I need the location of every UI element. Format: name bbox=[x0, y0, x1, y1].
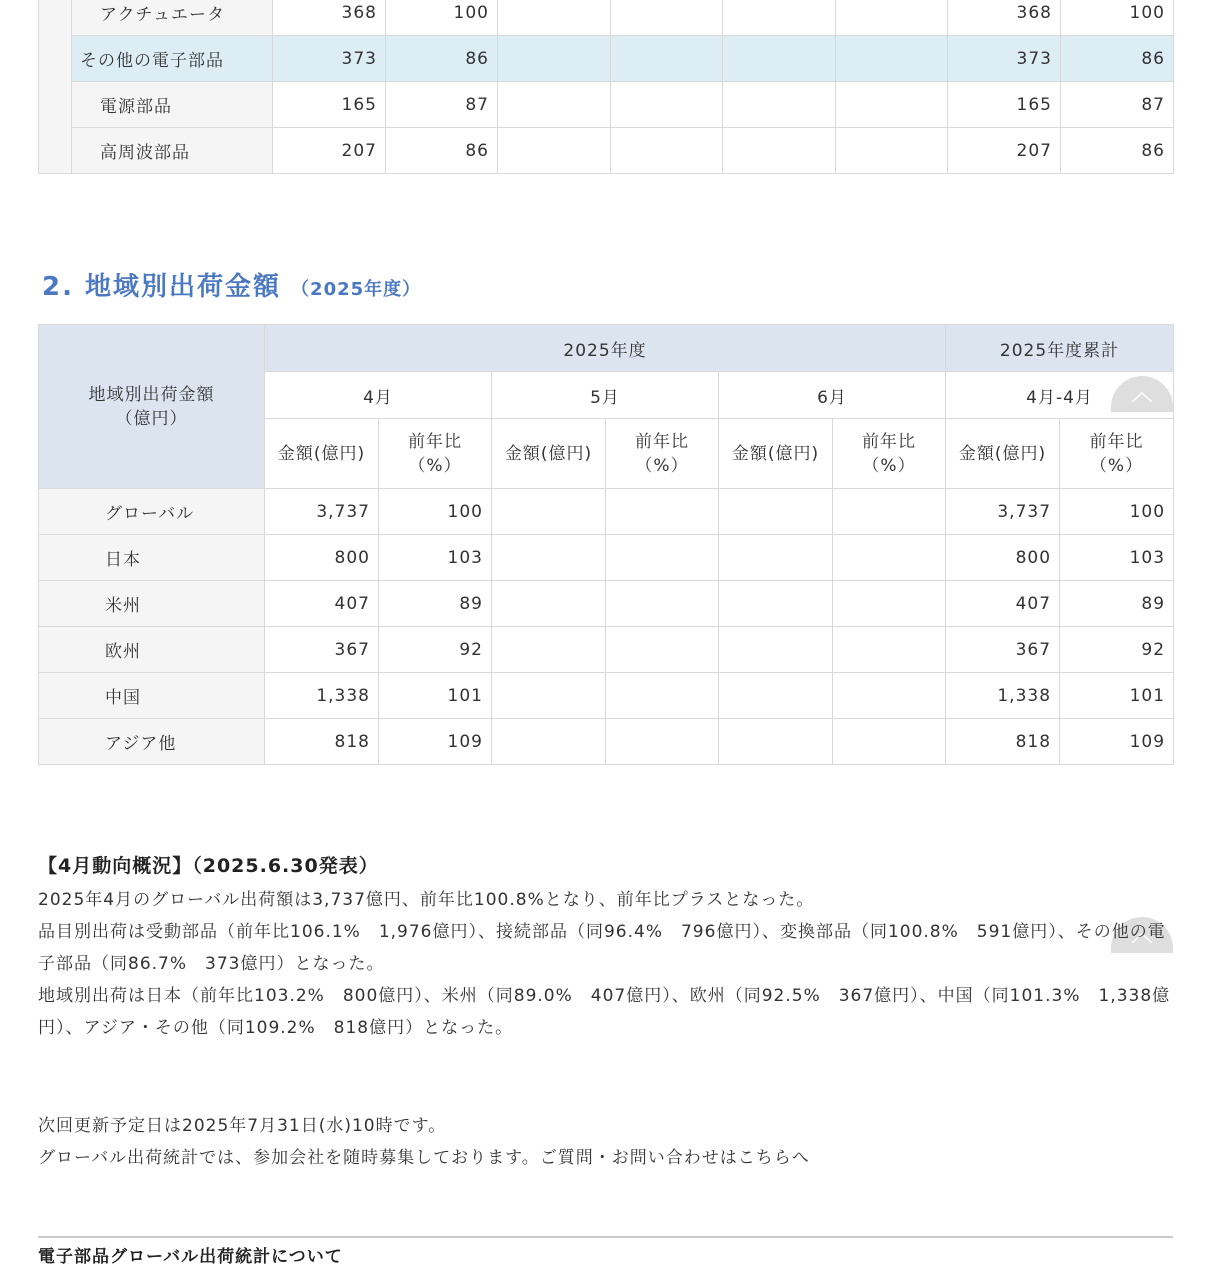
amount-header: 金額(億円) bbox=[719, 419, 833, 489]
table-cell bbox=[719, 581, 833, 627]
section-number: 2. bbox=[42, 272, 74, 302]
table-cell: 87 bbox=[386, 82, 498, 128]
table-cell: 165 bbox=[273, 82, 386, 128]
corner-label: 地域別出荷金額 bbox=[88, 384, 215, 405]
update-notice bbox=[38, 1110, 810, 1174]
table-cell: 109 bbox=[379, 719, 492, 765]
summary-line: 2025年4月のグローバル出荷額は3,737億円、前年比100.8%となり、前年比プラスとなった。 bbox=[38, 890, 815, 910]
row-label: 電源部品 bbox=[72, 82, 273, 128]
table-cell: 100 bbox=[379, 489, 492, 535]
table-cell bbox=[836, 128, 948, 174]
table-cell: 207 bbox=[273, 128, 386, 174]
table-row bbox=[39, 0, 1174, 36]
table-cell bbox=[492, 627, 606, 673]
table-cell: 800 bbox=[946, 535, 1060, 581]
table-cell: 92 bbox=[379, 627, 492, 673]
table-cell: 407 bbox=[946, 581, 1060, 627]
table-cell: 103 bbox=[1060, 535, 1174, 581]
table-cell bbox=[498, 36, 611, 82]
region-label: 中国 bbox=[39, 673, 265, 719]
table-cell bbox=[606, 627, 719, 673]
region-label: グローバル bbox=[39, 489, 265, 535]
table-cell: 373 bbox=[948, 36, 1061, 82]
table-cell: 3,737 bbox=[265, 489, 379, 535]
table-cell: 100 bbox=[386, 0, 498, 36]
yoy-header: 前年比 （%） bbox=[379, 419, 492, 489]
amount-header: 金額(億円) bbox=[492, 419, 606, 489]
table-cell: 368 bbox=[948, 0, 1061, 36]
table-cell bbox=[723, 0, 836, 36]
fiscal-year-header: 2025年度 bbox=[265, 325, 946, 372]
table-cell bbox=[833, 489, 946, 535]
table-cell bbox=[492, 581, 606, 627]
table-cell: 92 bbox=[1060, 627, 1174, 673]
table-cell bbox=[498, 128, 611, 174]
month-header: 6月 bbox=[719, 372, 946, 419]
table-cell bbox=[719, 719, 833, 765]
summary-line: 地域別出荷は日本（前年比103.2% 800億円）、米州（同89.0% 407億円）、欧州（同92.5% 367億円）、中国（同101.3% 1,338億円）、アジア・その他（同109.2% 818億円）となった。 bbox=[38, 986, 1171, 1038]
table-row bbox=[39, 535, 1174, 581]
table-cell bbox=[723, 82, 836, 128]
table-cell: 407 bbox=[265, 581, 379, 627]
amount-header: 金額(億円) bbox=[265, 419, 379, 489]
yoy-header: 前年比 （%） bbox=[606, 419, 719, 489]
table-cell bbox=[719, 627, 833, 673]
row-label: アクチュエータ bbox=[72, 0, 273, 36]
table-cell: 367 bbox=[946, 627, 1060, 673]
table-cell bbox=[836, 82, 948, 128]
table-row-highlight bbox=[39, 36, 1174, 82]
trend-summary bbox=[38, 850, 1178, 1044]
chevron-up-icon bbox=[1130, 390, 1154, 404]
table-cell bbox=[498, 82, 611, 128]
table-cell: 1,338 bbox=[265, 673, 379, 719]
cumulative-header: 2025年度累計 bbox=[946, 325, 1174, 372]
table-cell bbox=[606, 489, 719, 535]
table-cell: 100 bbox=[1061, 0, 1174, 36]
table-cell bbox=[833, 535, 946, 581]
region-label: 米州 bbox=[39, 581, 265, 627]
table-row bbox=[39, 719, 1174, 765]
corner-unit: （億円） bbox=[115, 408, 188, 429]
table-cell: 100 bbox=[1060, 489, 1174, 535]
table-cell: 818 bbox=[946, 719, 1060, 765]
category-bracket bbox=[39, 0, 72, 174]
table-cell bbox=[723, 128, 836, 174]
table-cell bbox=[492, 719, 606, 765]
table-cell bbox=[719, 673, 833, 719]
table-cell: 3,737 bbox=[946, 489, 1060, 535]
table-cell: 101 bbox=[1060, 673, 1174, 719]
table-cell bbox=[611, 0, 723, 36]
table-cell: 109 bbox=[1060, 719, 1174, 765]
table-cell: 1,338 bbox=[946, 673, 1060, 719]
table-cell: 86 bbox=[386, 128, 498, 174]
table-cell bbox=[833, 673, 946, 719]
table-row bbox=[39, 581, 1174, 627]
row-label: その他の電子部品 bbox=[72, 36, 273, 82]
table-cell: 103 bbox=[379, 535, 492, 581]
table-cell: 86 bbox=[1061, 36, 1174, 82]
next-update-text: 次回更新予定日は2025年7月31日(水)10時です。 bbox=[38, 1116, 447, 1136]
table-cell: 87 bbox=[1061, 82, 1174, 128]
table-cell bbox=[611, 36, 723, 82]
amount-header: 金額(億円) bbox=[946, 419, 1060, 489]
table-cell bbox=[719, 535, 833, 581]
table-cell: 367 bbox=[265, 627, 379, 673]
divider bbox=[38, 1236, 1173, 1238]
section-title: 地域別出荷金額 bbox=[85, 272, 282, 302]
month-header: 4月 bbox=[265, 372, 492, 419]
table-cell: 818 bbox=[265, 719, 379, 765]
table-cell bbox=[606, 581, 719, 627]
yoy-header: 前年比 （%） bbox=[833, 419, 946, 489]
table-row bbox=[39, 128, 1174, 174]
product-shipment-table bbox=[38, 0, 1174, 174]
table-corner-header bbox=[39, 325, 265, 489]
table-cell bbox=[723, 36, 836, 82]
month-header: 5月 bbox=[492, 372, 719, 419]
region-shipment-table bbox=[38, 324, 1174, 765]
table-cell bbox=[611, 82, 723, 128]
table-cell bbox=[498, 0, 611, 36]
region-label: アジア他 bbox=[39, 719, 265, 765]
table-cell bbox=[606, 673, 719, 719]
table-cell: 207 bbox=[948, 128, 1061, 174]
table-row bbox=[39, 627, 1174, 673]
table-cell: 800 bbox=[265, 535, 379, 581]
table-row bbox=[39, 82, 1174, 128]
about-heading: 電子部品グローバル出荷統計について bbox=[38, 1247, 343, 1267]
table-cell: 101 bbox=[379, 673, 492, 719]
table-cell bbox=[606, 535, 719, 581]
region-label: 欧州 bbox=[39, 627, 265, 673]
table-cell: 373 bbox=[273, 36, 386, 82]
table-cell bbox=[719, 489, 833, 535]
table-cell: 89 bbox=[1060, 581, 1174, 627]
region-label: 日本 bbox=[39, 535, 265, 581]
table-cell bbox=[492, 535, 606, 581]
table-cell bbox=[836, 0, 948, 36]
table-cell bbox=[833, 719, 946, 765]
table-cell bbox=[833, 581, 946, 627]
table-cell: 86 bbox=[386, 36, 498, 82]
section-heading bbox=[42, 266, 421, 303]
table-cell: 86 bbox=[1061, 128, 1174, 174]
table-cell: 368 bbox=[273, 0, 386, 36]
section-year: （2025年度） bbox=[291, 279, 422, 300]
table-cell: 89 bbox=[379, 581, 492, 627]
month-header: 4月-4月 bbox=[946, 372, 1174, 419]
table-cell: 165 bbox=[948, 82, 1061, 128]
recruit-text[interactable]: グローバル出荷統計では、参加会社を随時募集しております。ご質問・お問い合わせはこちらへ bbox=[38, 1148, 810, 1168]
summary-line: 品目別出荷は受動部品（前年比106.1% 1,976億円）、接続部品（同96.4% 796億円）、変換部品（同100.8% 591億円）、その他の電子部品（同86.7% 373億円）となった。 bbox=[38, 922, 1166, 974]
table-row bbox=[39, 673, 1174, 719]
row-label: 高周波部品 bbox=[72, 128, 273, 174]
table-cell bbox=[606, 719, 719, 765]
table-cell bbox=[611, 128, 723, 174]
table-cell bbox=[833, 627, 946, 673]
table-cell bbox=[836, 36, 948, 82]
table-cell bbox=[492, 673, 606, 719]
table-cell bbox=[492, 489, 606, 535]
yoy-header: 前年比 （%） bbox=[1060, 419, 1174, 489]
summary-title: 【4月動向概況】（2025.6.30発表） bbox=[38, 855, 379, 877]
table-row bbox=[39, 489, 1174, 535]
